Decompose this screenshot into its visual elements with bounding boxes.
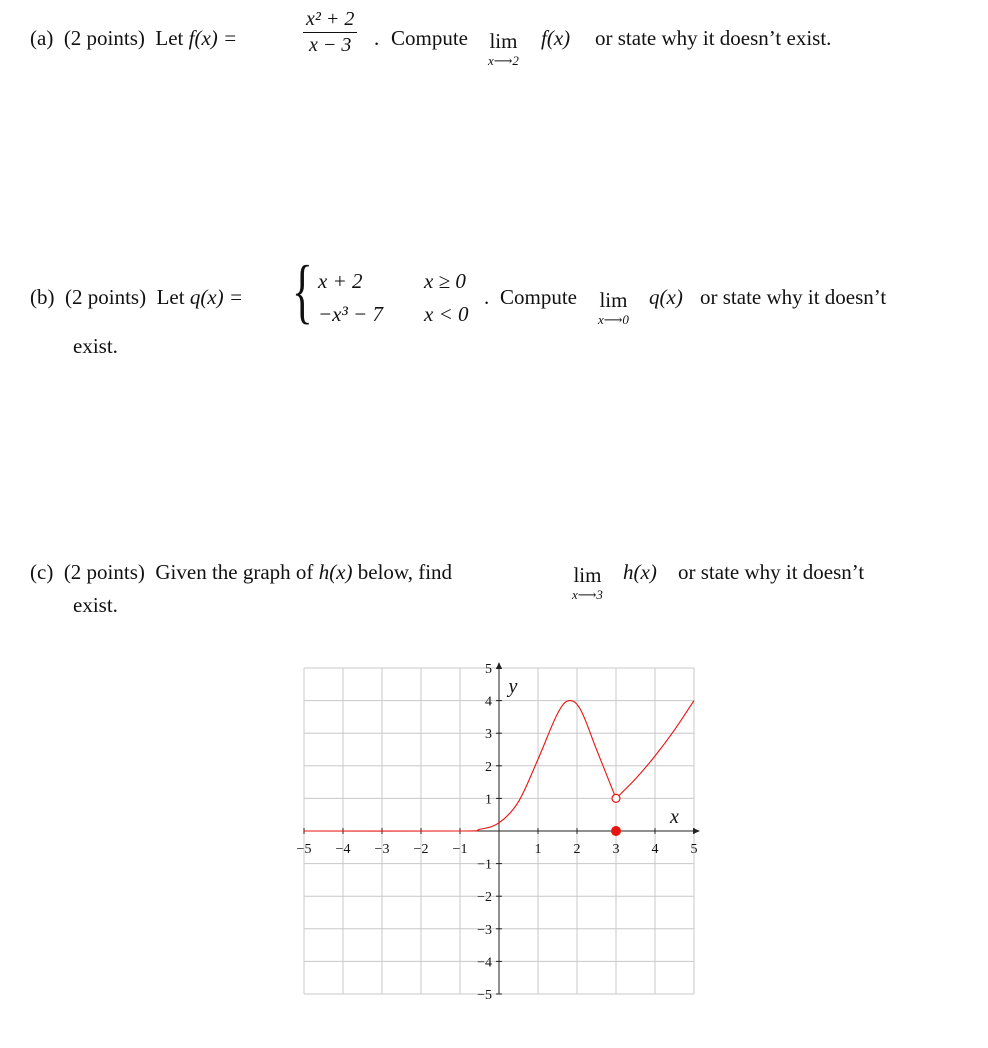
y-tick-label: 3 xyxy=(485,727,492,743)
part-b-lim-sub: x⟶0 xyxy=(598,312,629,327)
x-axis-label: x xyxy=(670,806,679,828)
x-tick-label: −4 xyxy=(335,842,351,857)
y-tick-label: 4 xyxy=(485,694,492,710)
part-c-func: h(x) xyxy=(318,560,353,584)
part-c-label: (c) xyxy=(30,560,54,584)
part-b-lim: lim xyxy=(599,288,628,312)
part-b-label: (b) xyxy=(30,285,55,309)
axes xyxy=(304,662,700,994)
part-a-rest: or state why it doesn’t exist. xyxy=(595,26,832,50)
part-c-text2: below, find xyxy=(357,560,453,584)
part-b-points: (2 points) xyxy=(65,285,147,309)
part-b-case1-expr: x + 2 xyxy=(318,269,363,293)
part-b-case2-expr: −x³ − 7 xyxy=(318,302,383,326)
x-tick-label: −1 xyxy=(452,842,468,857)
x-tick-label: 4 xyxy=(651,842,659,857)
part-c-points: (2 points) xyxy=(63,560,145,584)
part-a-period: . xyxy=(374,26,380,50)
part-b-brace: { xyxy=(292,251,313,331)
x-tick-label: −2 xyxy=(413,842,429,857)
part-a-compute: Compute xyxy=(391,26,468,50)
part-a-points: (2 points) xyxy=(63,26,145,50)
part-c-rest: or state why it doesn’t xyxy=(678,560,865,584)
closed-point xyxy=(612,827,621,836)
x-tick-label: 5 xyxy=(690,842,698,857)
part-b-period: . xyxy=(484,285,490,309)
part-b-let: Let xyxy=(156,285,185,309)
part-c-lim: lim xyxy=(573,563,602,587)
x-tick-label: −3 xyxy=(374,842,390,857)
y-axis-label: y xyxy=(508,675,518,698)
part-b-lim-expr: q(x) xyxy=(649,285,683,309)
y-tick-label: 5 xyxy=(485,662,492,677)
part-a-lim-sub: x⟶2 xyxy=(488,53,519,68)
part-c-continuation: exist. xyxy=(73,593,118,617)
part-c-lim-expr: h(x) xyxy=(623,560,657,584)
part-a-lim: lim xyxy=(489,29,518,53)
part-a-lim-expr: f(x) xyxy=(541,26,571,50)
part-b-case1-cond: x ≥ 0 xyxy=(424,269,466,293)
y-tick-label: −3 xyxy=(477,922,492,938)
part-a-denominator: x − 3 xyxy=(309,34,352,56)
part-c-lim-sub: x⟶3 xyxy=(572,587,603,602)
part-b-compute: Compute xyxy=(500,285,577,309)
part-c-text: Given the graph of xyxy=(155,560,314,584)
x-tick-label: −5 xyxy=(296,842,312,857)
part-b-continuation: exist. xyxy=(73,334,118,358)
part-b-rest: or state why it doesn’t xyxy=(700,285,887,309)
part-a-numerator: x² + 2 xyxy=(303,8,357,33)
part-a-let: Let xyxy=(155,26,184,50)
tick-labels xyxy=(297,662,698,1003)
x-tick-label: 2 xyxy=(573,842,581,857)
y-tick-label: 2 xyxy=(485,759,492,775)
open-circle-point xyxy=(612,794,620,802)
part-a-func: f(x) = xyxy=(188,26,238,50)
y-tick-label: −5 xyxy=(477,988,492,1003)
y-tick-label: 1 xyxy=(485,792,492,808)
part-a-label: (a) xyxy=(30,26,54,50)
x-tick-label: 3 xyxy=(612,842,620,857)
part-b-func: q(x) = xyxy=(189,285,244,309)
y-tick-label: −4 xyxy=(477,955,492,971)
y-tick-label: −1 xyxy=(477,857,492,873)
part-b-case2-cond: x < 0 xyxy=(424,302,469,326)
y-tick-label: −2 xyxy=(477,890,492,906)
x-tick-label: 1 xyxy=(534,842,542,857)
